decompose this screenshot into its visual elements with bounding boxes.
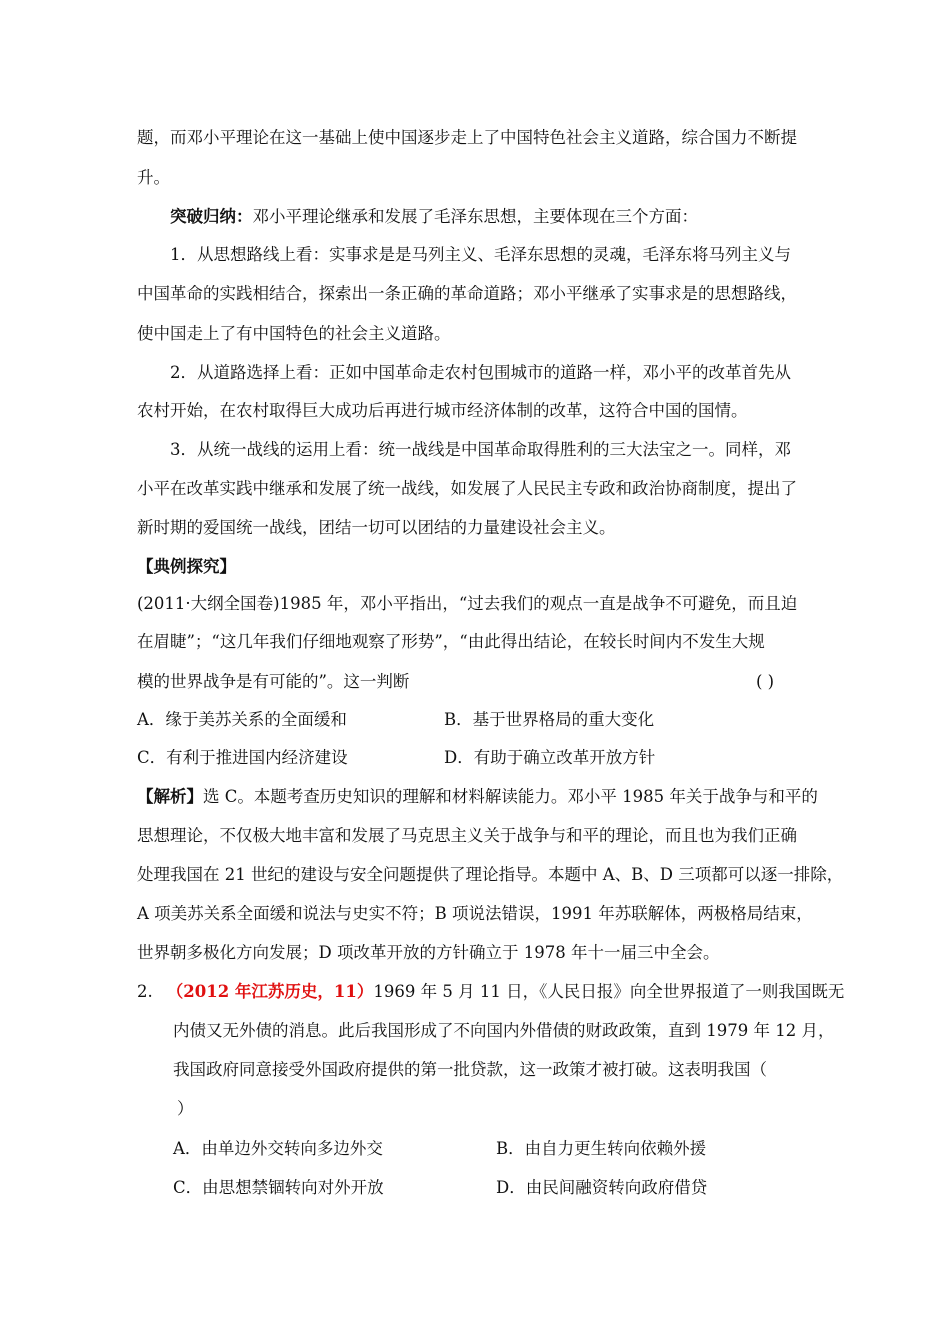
example-option-c: C．有利于推进国内经济建设 — [137, 748, 348, 767]
q2-option-b: B．由自力更生转向依赖外援 — [496, 1139, 707, 1158]
q2-line-1 — [137, 980, 844, 1004]
summary-p3-line-3: 新时期的爱国统一战线，团结一切可以团结的力量建设社会主义。 — [137, 518, 616, 537]
example-option-b: B．基于世界格局的重大变化 — [444, 710, 655, 729]
example-question-line-3: 模的世界战争是有可能的”。这一判断 — [137, 672, 410, 691]
analysis-line-1 — [137, 785, 818, 809]
summary-text: 邓小平理论继承和发展了毛泽东思想，主要体现在三个方面： — [252, 207, 698, 226]
q2-line-2: 内债又无外债的消息。此后我国形成了不向国内外借债的财政政策，直到 1979 年 12 月， — [173, 1021, 835, 1040]
intro-line-2: 升。 — [137, 168, 170, 187]
example-answer-bracket: ( ) — [756, 672, 775, 691]
q2-option-d: D．由民间融资转向政府借贷 — [496, 1178, 708, 1197]
example-question-line-1: (2011·大纲全国卷)1985 年，邓小平指出，“过去我们的观点一直是战争不可避免，而且迫 — [137, 594, 798, 613]
example-option-a: A．缘于美苏关系的全面缓和 — [137, 710, 347, 729]
example-heading: 【典例探究】 — [137, 557, 236, 576]
q2-line-4: ） — [177, 1099, 194, 1118]
example-option-d: D．有助于确立改革开放方针 — [444, 748, 656, 767]
summary-p3-line-2: 小平在改革实践中继承和发展了统一战线，如发展了人民民主专政和政治协商制度，提出了 — [137, 479, 797, 498]
summary-p1-line-2: 中国革命的实践相结合，探索出一条正确的革命道路；邓小平继承了实事求是的思想路线， — [137, 284, 797, 303]
summary-p2-line-2: 农村开始，在农村取得巨大成功后再进行城市经济体制的改革，这符合中国的国情。 — [137, 401, 748, 420]
analysis-line-5: 世界朝多极化方向发展；D 项改革开放的方针确立于 1978 年十一届三中全会。 — [137, 943, 720, 962]
summary-heading — [170, 205, 698, 229]
example-question-line-2: 在眉睫”；“这几年我们仔细地观察了形势”，“由此得出结论，在较长时间内不发生大规 — [137, 632, 765, 651]
analysis-line-2: 思想理论，不仅极大地丰富和发展了马克思主义关于战争与和平的理论，而且也为我们正确 — [137, 826, 797, 845]
q2-option-a: A．由单边外交转向多边外交 — [173, 1139, 383, 1158]
intro-line-1: 题，而邓小平理论在这一基础上使中国逐步走上了中国特色社会主义道路，综合国力不断提 — [137, 128, 797, 147]
analysis-line-4: A 项美苏关系全面缓和说法与史实不符；B 项说法错误，1991 年苏联解体，两极格局结束， — [137, 904, 813, 923]
q2-number: 2. — [137, 982, 153, 1001]
summary-p3-line-1: 3．从统一战线的运用上看：统一战线是中国革命取得胜利的三大法宝之一。同样，邓 — [170, 440, 791, 459]
q2-text-1: 1969 年 5 月 11 日，《人民日报》向全世界报道了一则我国既无 — [373, 982, 845, 1001]
summary-label: 突破归纳： — [170, 207, 253, 226]
analysis-line-3: 处理我国在 21 世纪的建设与安全问题提供了理论指导。本题中 A、B、D 三项都可以逐一排除， — [137, 865, 844, 884]
summary-p1-line-3: 使中国走上了有中国特色的社会主义道路。 — [137, 324, 451, 343]
summary-p2-line-1: 2．从道路选择上看：正如中国革命走农村包围城市的道路一样，邓小平的改革首先从 — [170, 363, 791, 382]
q2-source: （2012 年江苏历史，11） — [166, 982, 374, 1001]
q2-line-3: 我国政府同意接受外国政府提供的第一批贷款，这一政策才被打破。这表明我国（ — [173, 1060, 767, 1079]
summary-p1-line-1: 1．从思想路线上看：实事求是是马列主义、毛泽东思想的灵魂，毛泽东将马列主义与 — [170, 245, 791, 264]
analysis-label: 【解析】 — [137, 787, 203, 806]
analysis-text-1: 选 C。本题考查历史知识的理解和材料解读能力。邓小平 1985 年关于战争与和平的 — [203, 787, 818, 806]
q2-option-c: C．由思想禁锢转向对外开放 — [173, 1178, 384, 1197]
